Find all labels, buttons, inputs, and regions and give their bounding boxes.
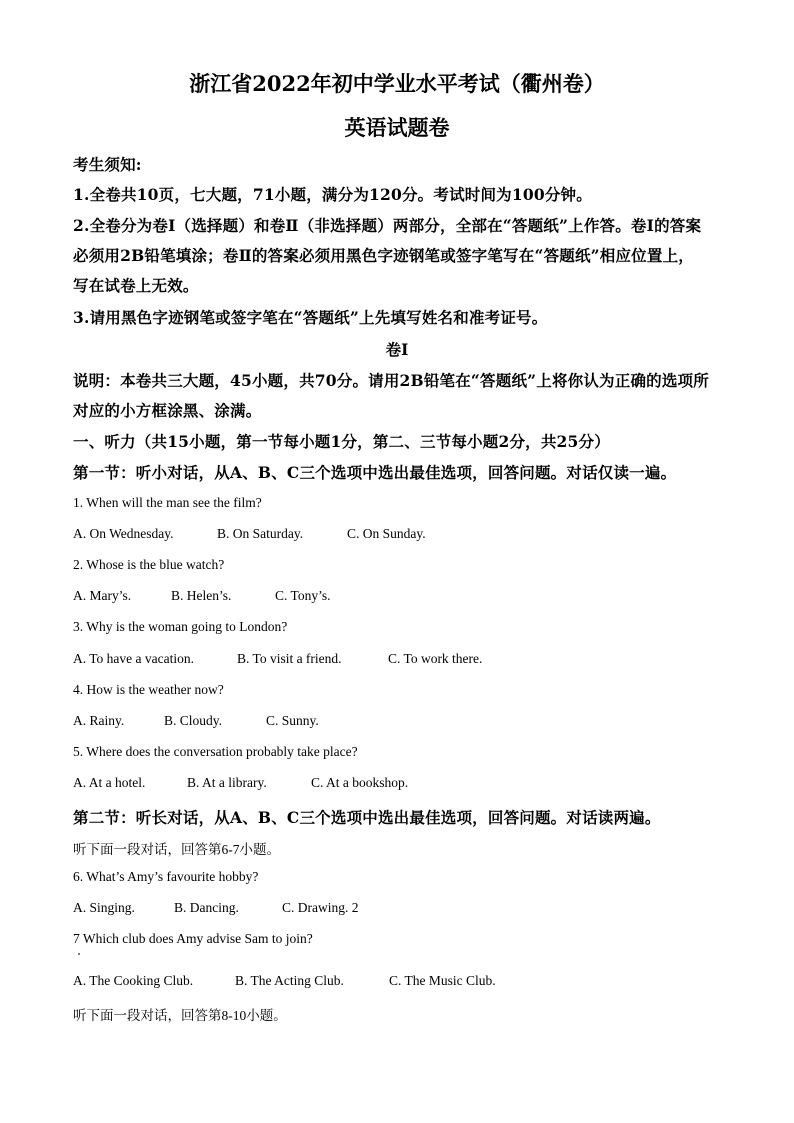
question-1: 1. When will the man see the film?	[73, 495, 262, 510]
q1-option-b: B. On Saturday.	[217, 526, 304, 541]
notice-item-1: 1.全卷共10页，七大题，71小题，满分为120分。考试时间为100分钟。	[73, 185, 592, 204]
q7-option-a: A. The Cooking Club.	[73, 973, 194, 988]
q2-option-c: C. Tony’s.	[275, 588, 331, 603]
q5-option-a: A. At a hotel.	[73, 775, 146, 790]
question-2: 2. Whose is the blue watch?	[73, 557, 225, 572]
q6-option-a: A. Singing.	[73, 900, 135, 915]
q4-option-b: B. Cloudy.	[164, 713, 223, 728]
q4-option-c: C. Sunny.	[266, 713, 319, 728]
question-5: 5. Where does the conversation probably take place?	[73, 744, 358, 759]
section2-instruction: 第二节：听长对话，从A、B、C三个选项中选出最佳选项，回答问题。对话读两遍。	[73, 808, 661, 827]
question-7: 7 Which club does Amy advise Sam to join?	[73, 931, 313, 946]
volume-desc-line-1: 说明：本卷共三大题，45小题，共70分。请用2B铅笔在“答题纸”上将你认为正确的选项所	[73, 371, 709, 390]
stray-mark	[78, 953, 80, 955]
notice-item-3: 3.请用黑色字迹钢笔或签字笔在“答题纸”上先填写姓名和准考证号。	[73, 308, 548, 327]
q6-option-c: C. Drawing. 2	[282, 900, 359, 915]
notice-item-2-line-1: 2.全卷分为卷Ⅰ（选择题）和卷Ⅱ（非选择题）两部分，全部在“答题纸”上作答。卷Ⅰ的答案	[73, 216, 702, 235]
q2-option-b: B. Helen’s.	[171, 588, 232, 603]
exam-title: 浙江省2022年初中学业水平考试（衢州卷）	[189, 71, 605, 96]
q1-option-a: A. On Wednesday.	[73, 526, 174, 541]
q5-option-c: C. At a bookshop.	[311, 775, 409, 790]
q3-option-a: A. To have a vacation.	[73, 651, 195, 666]
exam-subtitle: 英语试题卷	[344, 115, 450, 140]
intro-questions-6-7: 听下面一段对话，回答第6-7小题。	[73, 842, 280, 857]
part1-heading: 一、听力（共15小题，第一节每小题1分，第二、三节每小题2分，共25分）	[73, 432, 610, 451]
question-3: 3. Why is the woman going to London?	[73, 619, 288, 634]
q3-option-c: C. To work there.	[388, 651, 483, 666]
q1-option-c: C. On Sunday.	[347, 526, 426, 541]
q4-option-a: A. Rainy.	[73, 713, 125, 728]
question-4: 4. How is the weather now?	[73, 682, 224, 697]
q7-option-b: B. The Acting Club.	[235, 973, 344, 988]
q3-option-b: B. To visit a friend.	[237, 651, 342, 666]
notice-item-2-line-2: 必须用2B铅笔填涂；卷Ⅱ的答案必须用黑色字迹钢笔或签字笔写在“答题纸”相应位置上，	[73, 246, 694, 265]
volume-desc-line-2: 对应的小方框涂黑、涂满。	[73, 401, 262, 420]
volume-title: 卷Ⅰ	[385, 340, 409, 359]
intro-questions-8-10: 听下面一段对话，回答第8-10小题。	[73, 1008, 287, 1023]
q5-option-b: B. At a library.	[187, 775, 267, 790]
q2-option-a: A. Mary’s.	[73, 588, 132, 603]
notice-heading: 考生须知:	[73, 155, 142, 174]
q7-option-c: C. The Music Club.	[389, 973, 496, 988]
question-6: 6. What’s Amy’s favourite hobby?	[73, 869, 259, 884]
section1-instruction: 第一节：听小对话，从A、B、C三个选项中选出最佳选项，回答问题。对话仅读一遍。	[73, 463, 677, 482]
q6-option-b: B. Dancing.	[174, 900, 239, 915]
notice-item-2-line-3: 写在试卷上无效。	[73, 276, 199, 295]
